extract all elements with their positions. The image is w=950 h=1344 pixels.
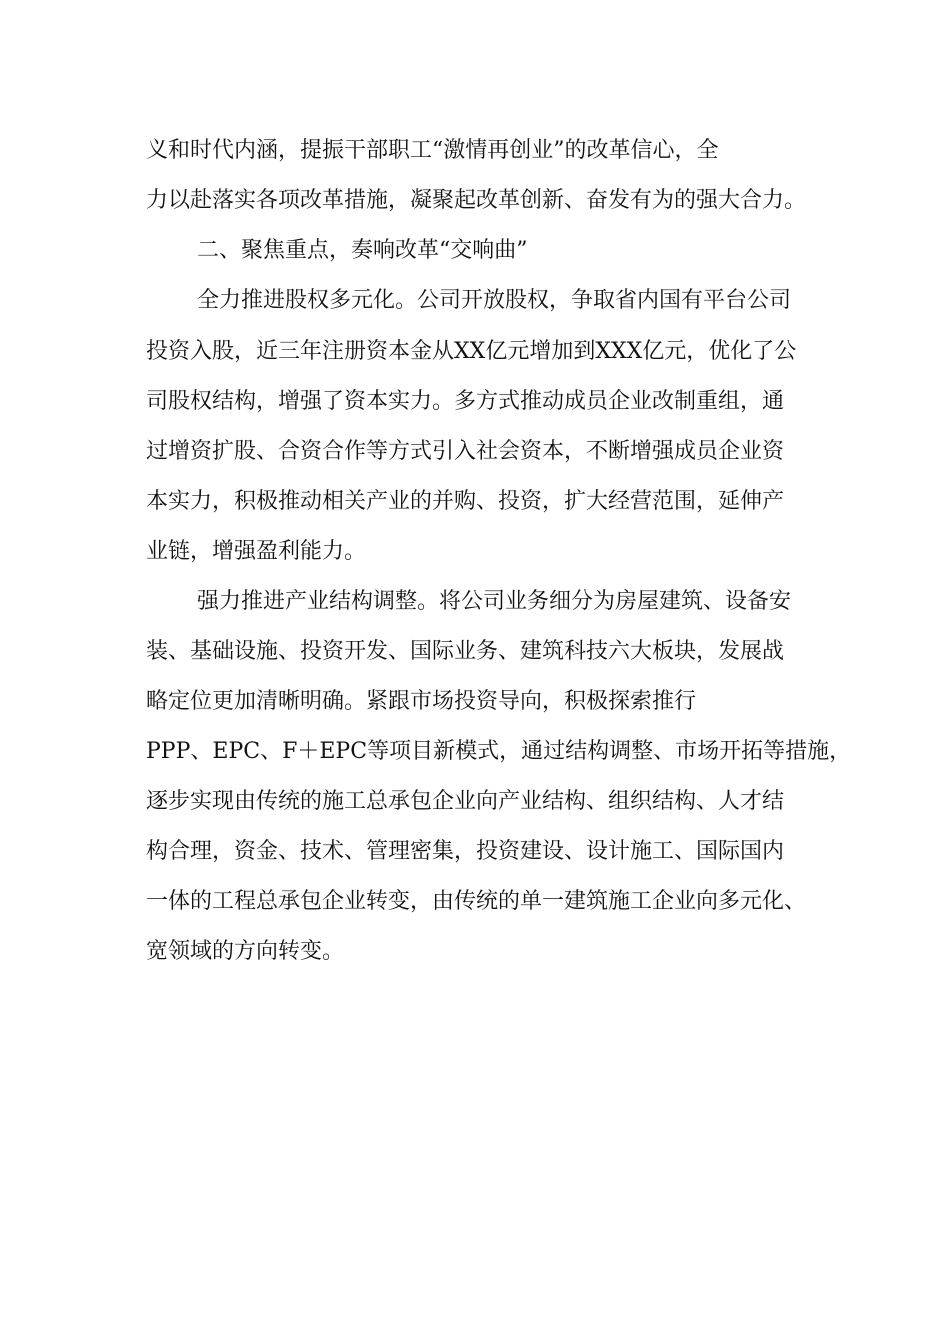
text-line: 本实力，积极推动相关产业的并购、投资，扩大经营范围，延伸产 (146, 489, 785, 514)
text-line: 投资入股，近三年注册资本金从XX亿元增加到XXX亿元，优化了公 (146, 339, 797, 364)
text-line: 构合理，资金、技术、管理密集，投资建设、设计施工、国际国内 (146, 839, 785, 864)
text-line: 一体的工程总承包企业转变，由传统的单一建筑施工企业向多元化、 (146, 889, 807, 914)
text-line: 力以赴落实各项改革措施，凝聚起改革创新、奋发有为的强大合力。 (146, 188, 807, 213)
text-line: 司股权结构，增强了资本实力。多方式推动成员企业改制重组，通 (146, 389, 785, 414)
text-line: 全力推进股权多元化。公司开放股权，争取省内国有平台公司 (197, 288, 792, 313)
text-line: 宽领域的方向转变。 (146, 939, 345, 964)
text-line: 装、基础设施、投资开发、国际业务、建筑科技六大板块，发展战 (146, 639, 785, 664)
text-line: 略定位更加清晰明确。紧跟市场投资导向，积极探索推行 (146, 689, 697, 714)
text-line: 业链，增强盈利能力。 (146, 539, 367, 564)
text-line: PPP、EPC、F＋EPC等项目新模式，通过结构调整、市场开拓等措施， (146, 739, 852, 764)
text-line: 强力推进产业结构调整。将公司业务细分为房屋建筑、设备安 (197, 589, 792, 614)
text-line: 逐步实现由传统的施工总承包企业向产业结构、组织结构、人才结 (146, 789, 785, 814)
text-line: 过增资扩股、合资合作等方式引入社会资本，不断增强成员企业资 (146, 439, 785, 464)
text-line: 义和时代内涵，提振干部职工“激情再创业”的改革信心，全 (146, 138, 719, 163)
section-heading: 二、聚焦重点，奏响改革“交响曲” (197, 238, 528, 263)
